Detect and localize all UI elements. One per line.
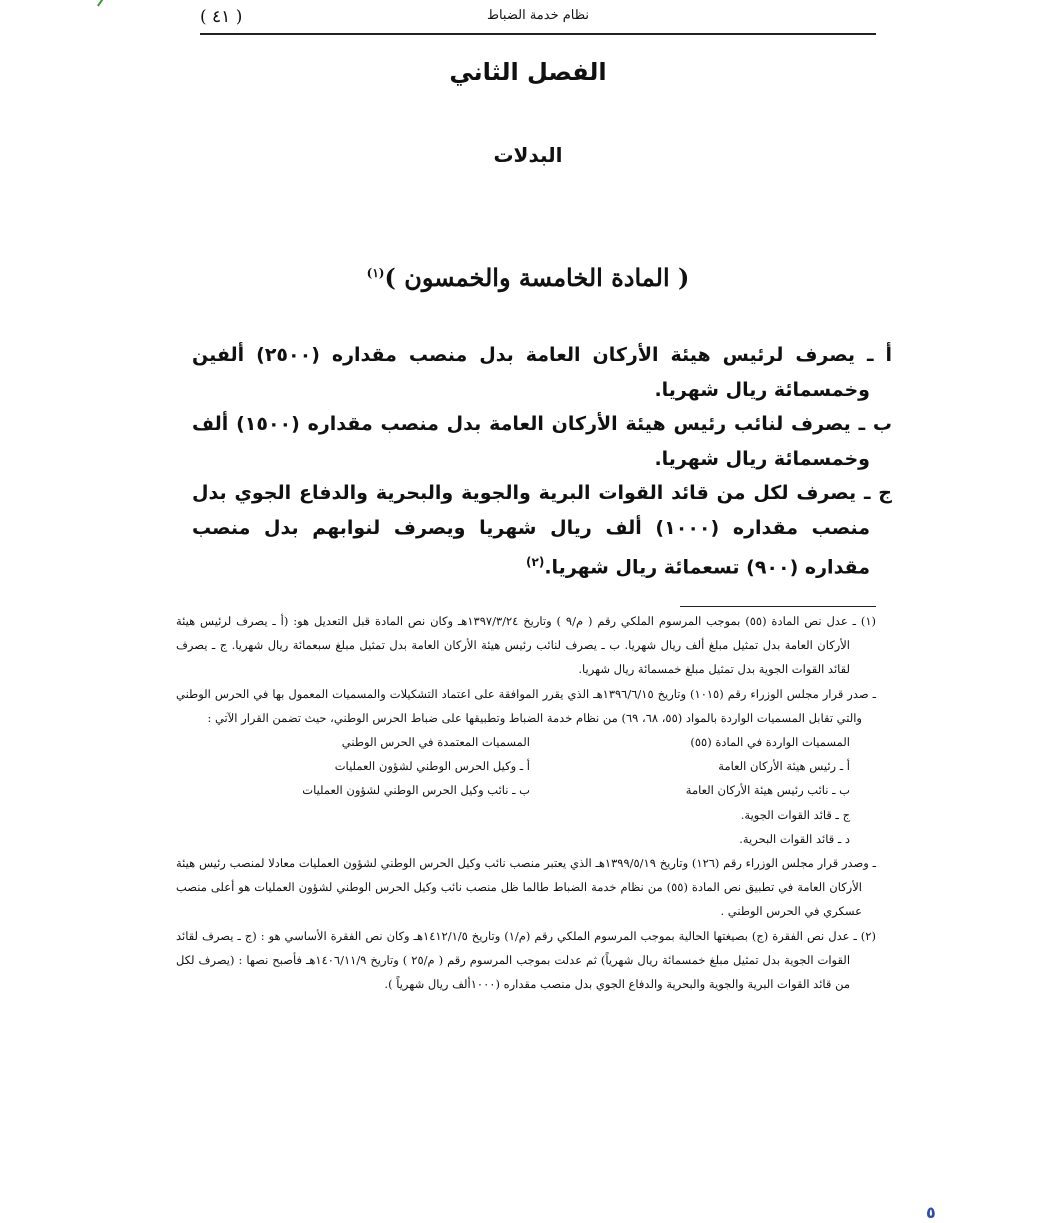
table-cell: ب ـ نائب رئيس هيئة الأركان العامة (685, 783, 850, 798)
clause-c-text: ج ـ يصرف لكل من قائد القوات البرية والجوية والبحرية والدفاع الجوي بدل منصب مقداره (١٠٠٠) ألف ريال شهريا ويصرف لنوابهم بدل منصب مقداره (٩٠٠) تسعمائة ريال شهريا. (192, 482, 892, 579)
footnote-rule (680, 606, 876, 607)
table-header-col2: المسميات المعتمدة في الحرس الوطني (341, 735, 530, 750)
article-footnote-ref: (١) (366, 266, 385, 280)
table-cell (220, 827, 530, 851)
titles-table (220, 730, 850, 851)
article-clauses (192, 338, 892, 585)
footnote-1-decision: ـ صدر قرار مجلس الوزراء رقم (١٠١٥) وتاريخ ١٣٩٦/٦/١٥هـ الذي يقرر الموافقة على اعتماد التشكيلات والمسميات المعمول بها في الحرس الوطني والتي تقابل المسميات الواردة بالمواد (٥٥، ٦٨، ٦٩) من نظام خدمة الضباط وتطبيقها على ضباط الحرس الوطني، حيث تضمن القرار الآتي : (176, 686, 876, 725)
article-title-text: ( المادة الخامسة والخمسون ) (384, 263, 690, 292)
table-cell: ب ـ نائب وكيل الحرس الوطني لشؤون العمليات (302, 783, 530, 798)
article-title (0, 263, 1056, 292)
table-cell: ج ـ قائد القوات الجوية. (740, 807, 850, 822)
table-cell: أ ـ رئيس هيئة الأركان العامة (718, 759, 850, 774)
table-row (220, 754, 850, 778)
footnote-1-decision-2: ـ وصدر قرار مجلس الوزراء رقم (١٢٦) وتاريخ ١٣٩٩/٥/١٩هـ الذي يعتبر منصب نائب وكيل الحرس الوطني لشؤون العمليات معادلا لمنصب رئيس هيئة الأركان العامة في تطبيق نص المادة (٥٥) من نظام خدمة الضباط طالما ظل منصب نائب وكيل الحرس الوطني لشؤون العمليات هو أعلى منصب عسكري في الحرس الوطني . (176, 856, 877, 919)
table-cell: د ـ قائد القوات البحرية. (739, 831, 850, 846)
section-title: البدلات (493, 143, 563, 167)
header-title: نظام خدمة الضباط (486, 8, 590, 23)
footnotes (176, 609, 876, 996)
running-header (200, 6, 876, 32)
clause-a: أ ـ يصرف لرئيس هيئة الأركان العامة بدل منصب مقداره (٢٥٠٠) ألفين وخمسمائة ريال شهريا. (192, 344, 892, 401)
footnote-1: (١) ـ عدل نص المادة (٥٥) بموجب المرسوم الملكي رقم ( م/٩ ) وتاريخ ١٣٩٧/٣/٢٤هـ وكان نص المادة قبل التعديل هو: (أ ـ يصرف لرئيس هيئة الأركان العامة بدل تمثيل مبلغ ألف ريال شهريا. ب ـ يصرف لنائب رئيس هيئة الأركان العامة بدل تمثيل مبلغ سبعمائة ريال شهريا. ج ـ يصرف لقائد القوات الجوية بدل تمثيل مبلغ خمسمائة ريال شهريا. (176, 614, 876, 677)
chapter-title: الفصل الثاني (449, 58, 607, 86)
table-row (220, 803, 850, 827)
table-cell: أ ـ وكيل الحرس الوطني لشؤون العمليات (334, 759, 530, 774)
clause-c-footnote-ref: (٢) (526, 555, 545, 569)
table-row (220, 730, 850, 754)
footnote-2: (٢) ـ عدل نص الفقرة (ج) بصيغتها الحالية بموجب المرسوم الملكي رقم (م/١) وتاريخ ١٤١٢/١/٥هـ وكان نص الفقرة الأساسي هو : (ج ـ يصرف لقائد القوات الجوية بدل تمثيل مبلغ خمسمائة ريال شهرياً) ثم عدلت بموجب المرسوم رقم ( م/٢٥ ) وتاريخ ١٤٠٦/١١/٩هـ فأصبح نصها : (يصرف لكل من قائد القوات البرية والجوية والبحرية والدفاع الجوي بدل منصب مقداره (١٠٠٠ألف ريال شهرياً ). (176, 928, 876, 992)
table-row (220, 778, 850, 802)
table-row (220, 827, 850, 851)
header-rule (200, 33, 876, 35)
page-mark: ٥ (926, 1203, 936, 1222)
table-cell (220, 803, 530, 827)
clause-b: ب ـ يصرف لنائب رئيس هيئة الأركان العامة بدل منصب مقداره (١٥٠٠) ألف وخمسمائة ريال شهريا. (192, 413, 892, 470)
header-page-number: ( ٤١ ) (200, 7, 243, 27)
corner-mark (97, 0, 121, 16)
clause-c (192, 476, 892, 585)
table-header-col1: المسميات الواردة في المادة (٥٥) (690, 735, 850, 750)
